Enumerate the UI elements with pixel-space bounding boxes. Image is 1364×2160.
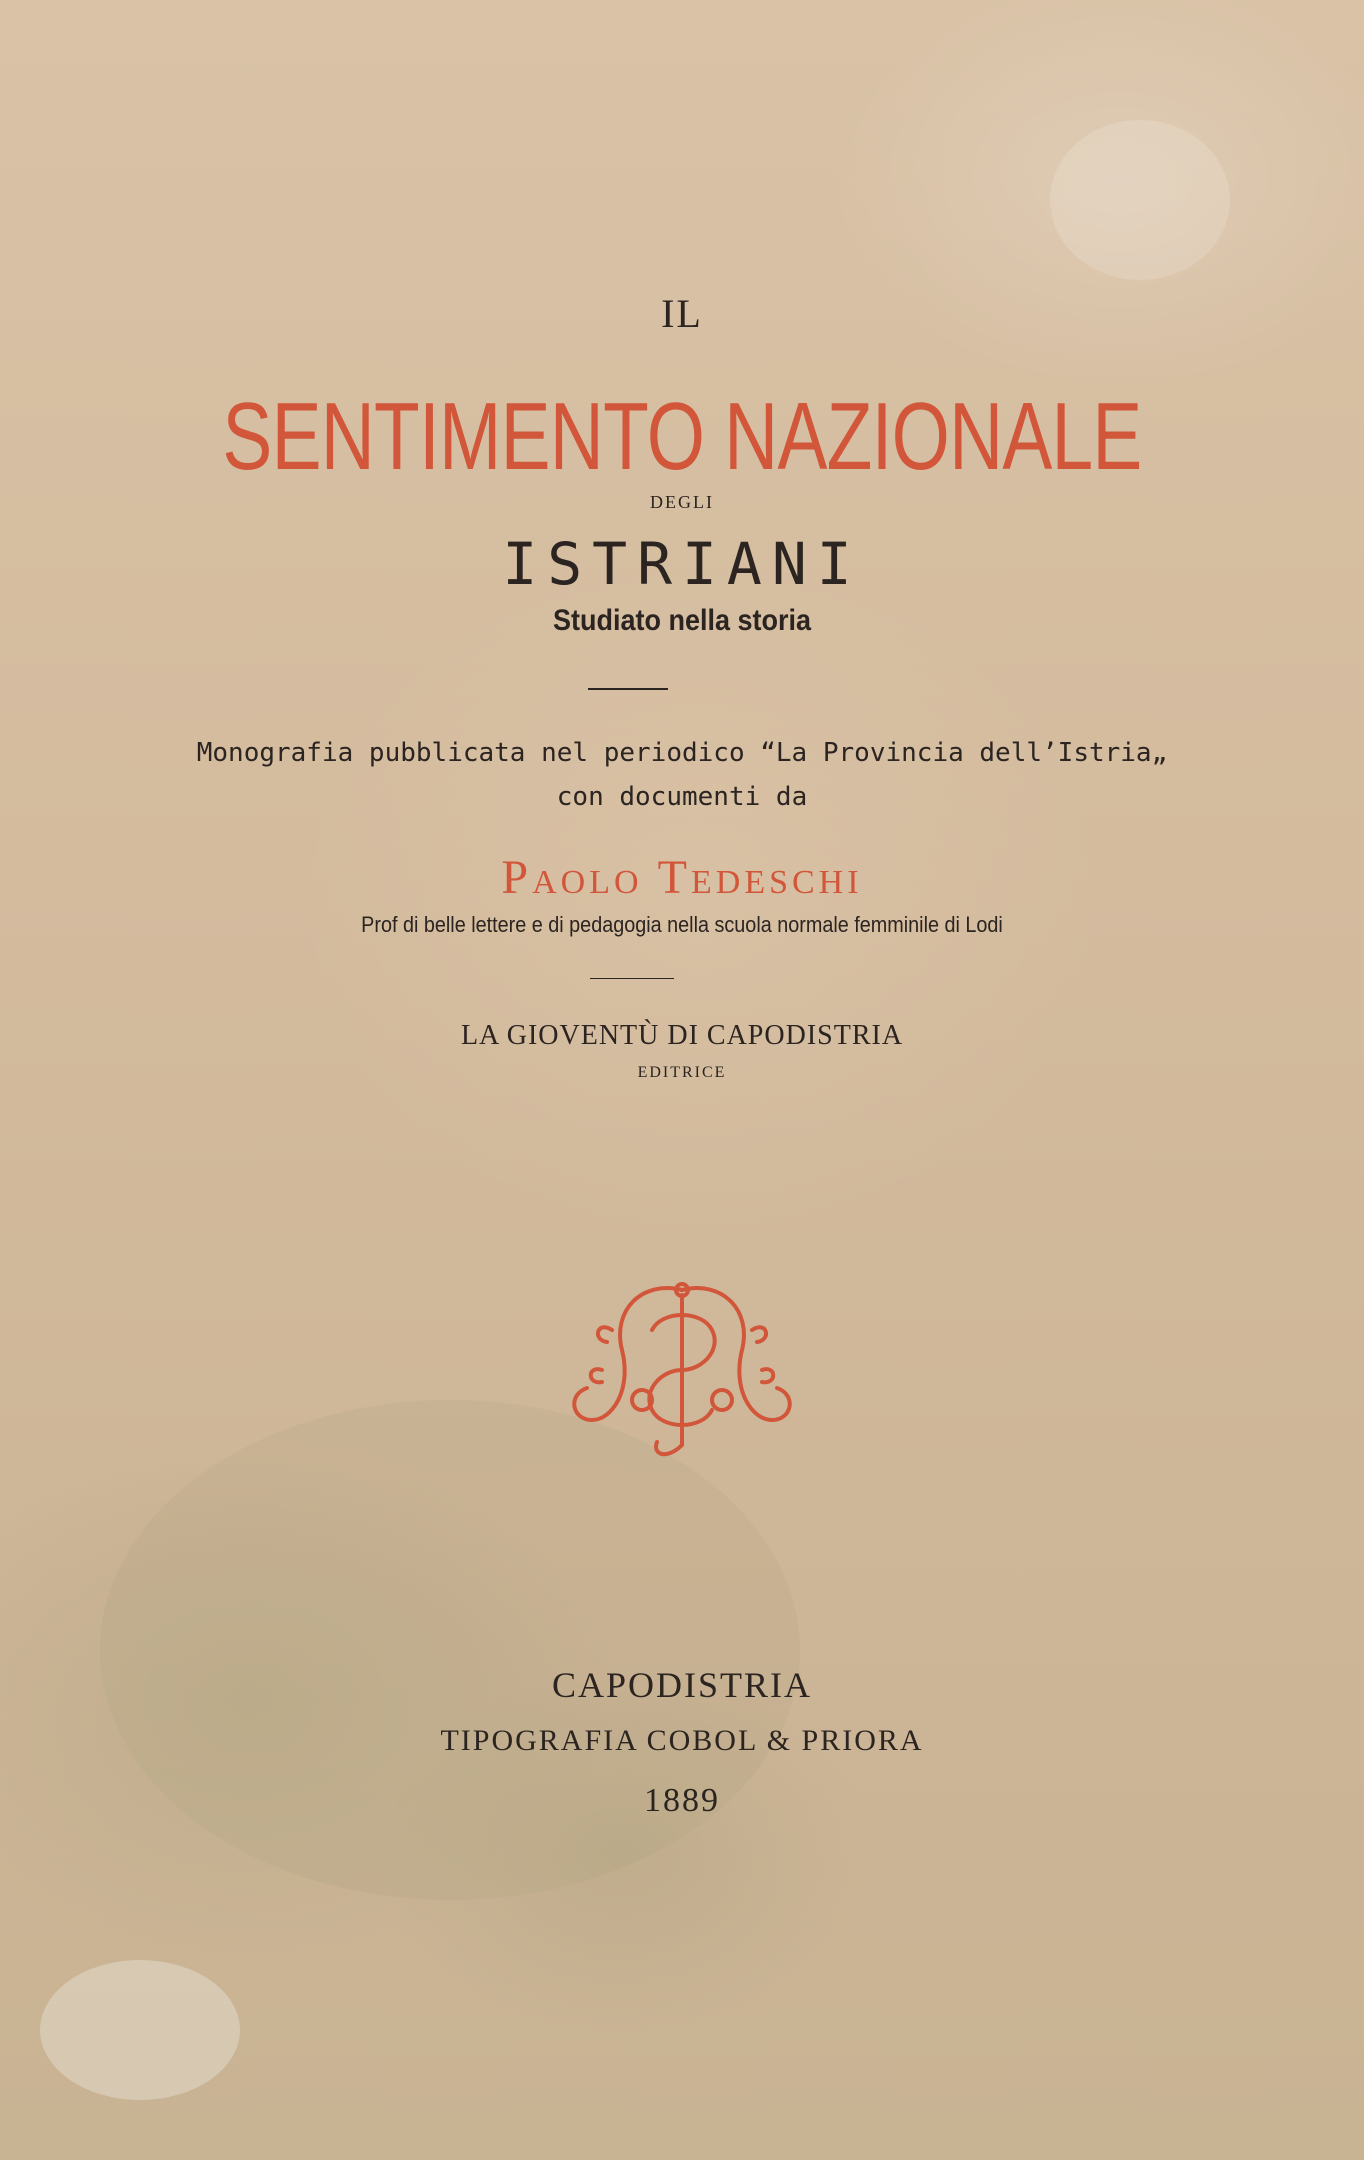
description-line-1: Monografia pubblicata nel periodico “La Provincia dell’Istria„ — [196, 738, 1168, 768]
imprint-printer: TIPOGRAFIA COBOL & PRIORA — [440, 1724, 924, 1757]
subtitle: Studiato nella storia — [552, 604, 812, 637]
description-line-2: con documenti da — [556, 782, 808, 812]
divider — [588, 688, 668, 690]
publisher-role: EDITRICE — [637, 1064, 727, 1081]
paper-stain — [100, 1400, 800, 1900]
title-article: IL — [661, 291, 703, 336]
imprint-year: 1889 — [644, 1782, 720, 1819]
paper-stain — [1050, 120, 1230, 280]
author-title: Prof di belle lettere e di pedagogia nella scuola normale femminile di Lodi — [361, 912, 1003, 937]
title-connector: DEGLI — [650, 492, 714, 512]
divider — [590, 978, 674, 979]
title-subject: ISTRIANI — [502, 530, 862, 598]
author-name: Paolo Tedeschi — [501, 851, 863, 904]
publisher-name: LA GIOVENTÙ DI CAPODISTRIA — [460, 1020, 904, 1051]
paper-stain — [40, 1960, 240, 2100]
main-title: SENTIMENTO NAZIONALE — [222, 383, 1142, 490]
monogram-ornament-icon — [552, 1270, 812, 1470]
imprint-city: CAPODISTRIA — [551, 1665, 813, 1705]
